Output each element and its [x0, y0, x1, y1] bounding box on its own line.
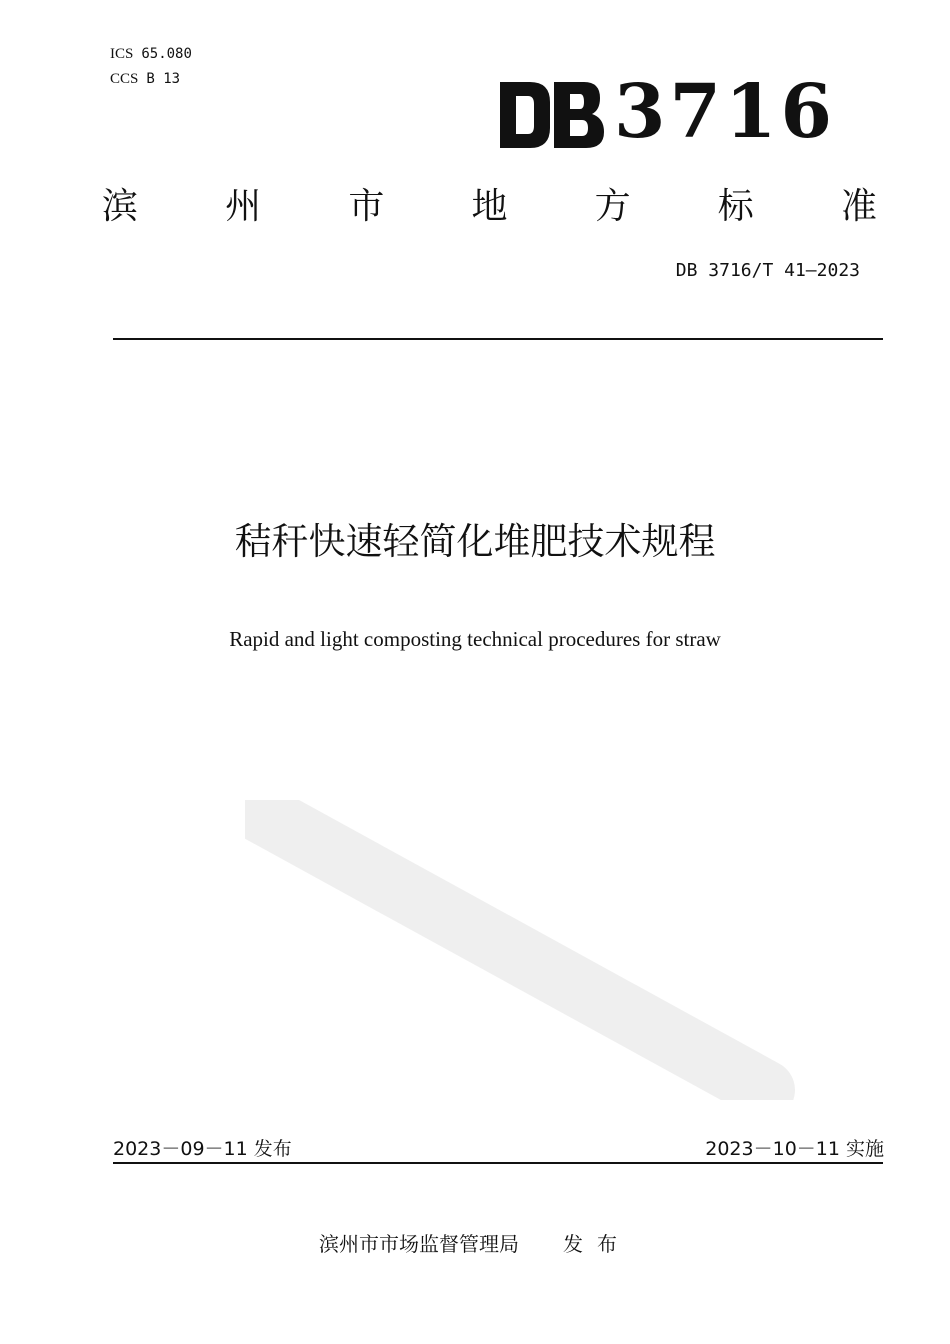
standard-number: DB 3716/T 41—2023: [675, 260, 860, 281]
category-char: 准: [840, 186, 877, 227]
issuer-name: 滨州市市场监督管理局: [319, 1232, 519, 1256]
category-char: 滨: [102, 186, 139, 227]
standard-code-logo: [500, 69, 836, 158]
ics-code: 65.080: [141, 46, 192, 62]
title-chinese: 秸秆快速轻简化堆肥技术规程: [234, 520, 716, 563]
db-logo-icon: [500, 82, 604, 148]
ccs-code: B 13: [146, 71, 181, 87]
standard-category: [102, 183, 877, 231]
issue-date: 2023－09－11 发布: [113, 1138, 292, 1160]
issuer-action: 发布: [563, 1232, 631, 1256]
ccs-label: CCS: [110, 71, 139, 87]
category-char: 方: [594, 186, 631, 227]
category-char: 市: [348, 186, 385, 227]
implementation-date: 2023－10－11 实施: [705, 1138, 884, 1160]
top-rule: [113, 338, 883, 340]
ics-label: ICS: [110, 46, 134, 62]
bottom-rule: [113, 1162, 883, 1164]
category-char: 地: [471, 186, 508, 227]
standard-code-number: 3716: [614, 69, 836, 155]
ccs-line: [110, 71, 180, 88]
issuer-line: [0, 1228, 950, 1257]
title-english: Rapid and light composting technical procedures for straw: [229, 627, 721, 651]
watermark: [245, 800, 805, 1100]
category-char: 州: [225, 186, 262, 227]
ics-line: [110, 46, 192, 63]
category-char: 标: [717, 186, 754, 227]
